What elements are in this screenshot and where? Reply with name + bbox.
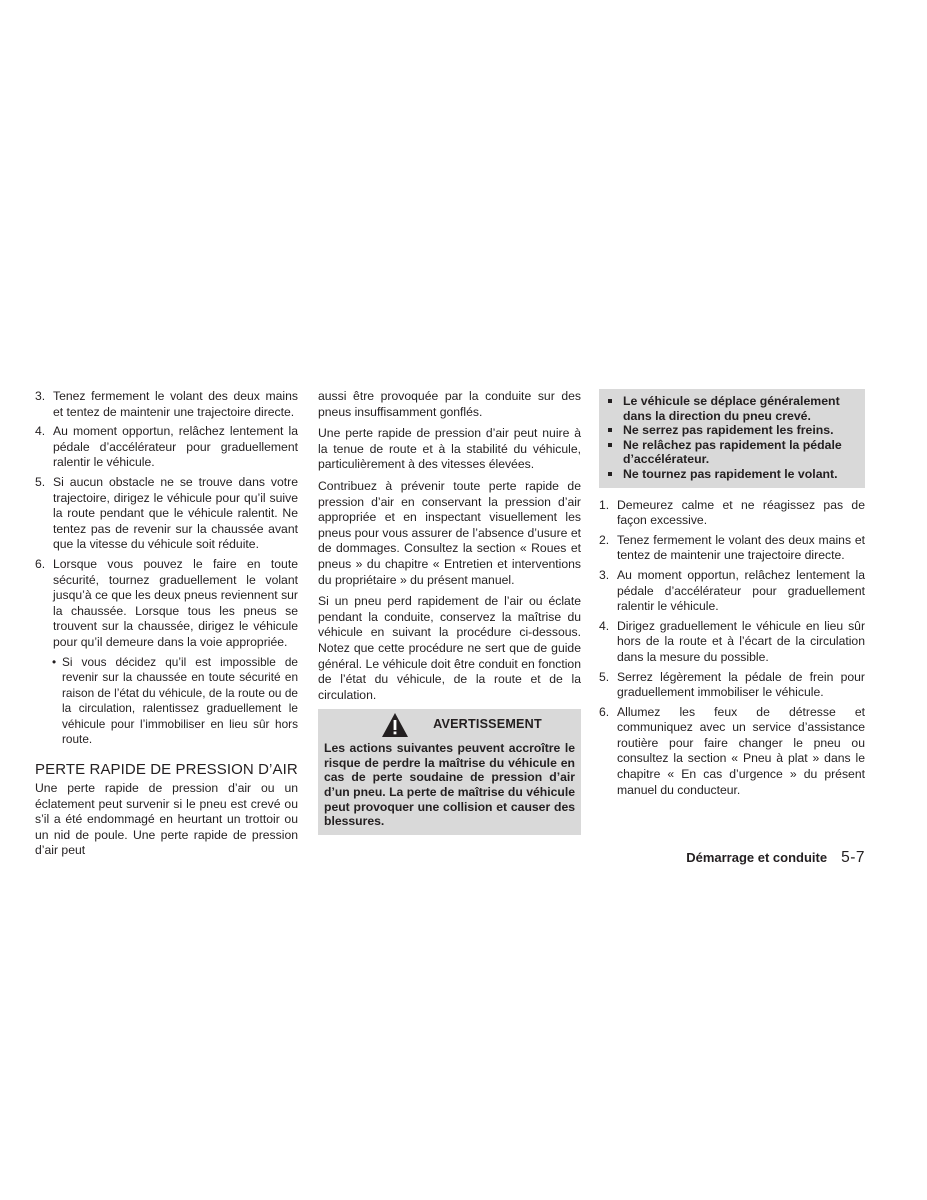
page-footer: [686, 849, 865, 867]
step-number: 3.: [35, 389, 46, 403]
step-number: 6.: [599, 704, 610, 719]
step-text: Tenez fermement le volant des deux mains et tentez de maintenir une trajectoire directe.: [617, 532, 865, 563]
sub-bullet-item: [35, 655, 298, 749]
step-number: 4.: [599, 618, 610, 633]
step-text: Si aucun obstacle ne se trouve dans votre trajectoire, dirigez le véhicule pour qu’il suive la route pendant que le véhicule ralentit. Ne tentez pas de revenir sur la chaussée avant que la vitesse du véhicule soit réduite.: [53, 474, 298, 552]
warning-bullet: [607, 394, 857, 423]
warning-bullet-text: Ne serrez pas rapidement les freins.: [623, 423, 834, 438]
warning-text: Les actions suivantes peuvent accroître le risque de perdre la maîtrise du véhicule en cas de perte soudaine de pression d’air d’un pneu. La perte de maîtrise du véhicule peut provoquer une collision et causer des blessures.: [324, 741, 575, 829]
square-bullet-icon: [608, 399, 612, 403]
list-item: [599, 533, 865, 564]
section-name: Démarrage et conduite: [686, 850, 828, 865]
square-bullet-icon: [608, 443, 612, 447]
procedure-list: [599, 498, 865, 799]
step-number: 1.: [599, 497, 610, 512]
square-bullet-icon: [608, 428, 612, 432]
list-item: [599, 619, 865, 666]
paragraph: Une perte rapide de pression d’air peut nuire à la tenue de route et à la stabilité du véhicule, particulièrement à des vitesses élevées.: [318, 426, 581, 472]
paragraph: Si un pneu perd rapidement de l’air ou éclate pendant la conduite, conservez la maîtrise du véhicule en suivant la procédure ci-dessous. Notez que cette procédure ne sert que de guide général. Le véhicule doit être conduit en fonction de l’état du véhicule, de la route et de la circulation.: [318, 594, 581, 702]
warning-bullet-text: Le véhicule se déplace généralement dans la direction du pneu crevé.: [623, 394, 840, 423]
column-right: [599, 389, 865, 802]
warning-bullet: [607, 467, 857, 482]
section-heading: PERTE RAPIDE DE PRESSION D’AIR: [35, 761, 298, 779]
warning-bullets-box: [599, 389, 865, 488]
intro-paragraph: Une perte rapide de pression d’air ou un éclatement peut survenir si le pneu est crevé ou s’il a été endommagé en heurtant un trottoir ou un nid de poule. Une perte rapide de pression d’air peut: [35, 781, 298, 858]
column-left: [35, 389, 298, 865]
bullet-icon: •: [52, 654, 57, 669]
step-number: 2.: [599, 532, 610, 547]
list-item: [35, 557, 298, 651]
step-text: Lorsque vous pouvez le faire en toute sécurité, tournez graduellement le volant jusqu’à ce que les deux pneus reviennent sur la chaussée. Lorsque tous les pneus se trouvent sur la chaussée, dirigez le véhicule pour qu’il demeure dans la voie appropriée.: [53, 556, 298, 649]
step-text: Tenez fermement le volant des deux mains et tentez de maintenir une trajectoire directe.: [53, 389, 298, 419]
step-number: 4.: [35, 424, 46, 439]
step-text: Dirigez graduellement le véhicule en lieu sûr hors de la route et à l’écart de la circulation dans la mesure du possible.: [617, 618, 865, 664]
paragraph: Contribuez à prévenir toute perte rapide de pression d’air en conservant la pression d’air appropriée et en inspectant visuellement les pneus pour vous assurer de l’absence d’usure et de dommages. Consultez la section « Roues et pneus » du chapitre « Entretien et interventions du propriétaire » du présent manuel.: [318, 478, 581, 587]
step-number: 6.: [35, 556, 46, 571]
step-text: Au moment opportun, relâchez lentement la pédale d’accélérateur pour graduellement ralentir le véhicule.: [53, 424, 298, 470]
column-middle: [318, 389, 581, 835]
list-item: [599, 568, 865, 615]
list-item: [599, 670, 865, 701]
step-text: Demeurez calme et ne réagissez pas de façon excessive.: [617, 497, 865, 528]
step-number: 3.: [599, 567, 610, 582]
warning-header: [324, 709, 575, 741]
steps-list: [35, 389, 298, 651]
step-text: Serrez légèrement la pédale de frein pour graduellement immobiliser le véhicule.: [617, 669, 865, 700]
list-item: [35, 389, 298, 420]
warning-bullet-text: Ne tournez pas rapidement le volant.: [623, 466, 838, 481]
paragraph: aussi être provoquée par la conduite sur des pneus insuffisamment gonflés.: [318, 389, 581, 419]
square-bullet-icon: [608, 472, 612, 476]
warning-icon: [381, 712, 409, 738]
sub-bullet-text: Si vous décidez qu’il est impossible de revenir sur la chaussée en toute sécurité en raison de l’état du véhicule, de la route ou de la circulation, ralentissez graduellement le véhicule pour l’immobiliser en lieu sûr hors route.: [62, 654, 298, 747]
list-item: [35, 475, 298, 553]
warning-bullet: [607, 438, 857, 467]
list-item: [599, 705, 865, 799]
warning-bullet-text: Ne relâchez pas rapidement la pédale d’accélérateur.: [623, 437, 842, 467]
step-text: Allumez les feux de détresse et communiquez avec un service d’assistance routière pour faire changer le pneu ou consultez la section « Pneu à plat » dans le chapitre « En cas d’urgence » du présent manuel du conducteur.: [617, 704, 865, 797]
list-item: [599, 498, 865, 529]
step-number: 5.: [599, 669, 610, 684]
step-text: Au moment opportun, relâchez lentement la pédale d’accélérateur pour graduellement ralentir le véhicule.: [617, 567, 865, 614]
step-number: 5.: [35, 474, 46, 489]
page-number: 5-7: [841, 849, 865, 866]
list-item: [35, 424, 298, 471]
warning-title: AVERTISSEMENT: [433, 717, 542, 732]
warning-box: [318, 709, 581, 835]
warning-bullet: [607, 423, 857, 438]
